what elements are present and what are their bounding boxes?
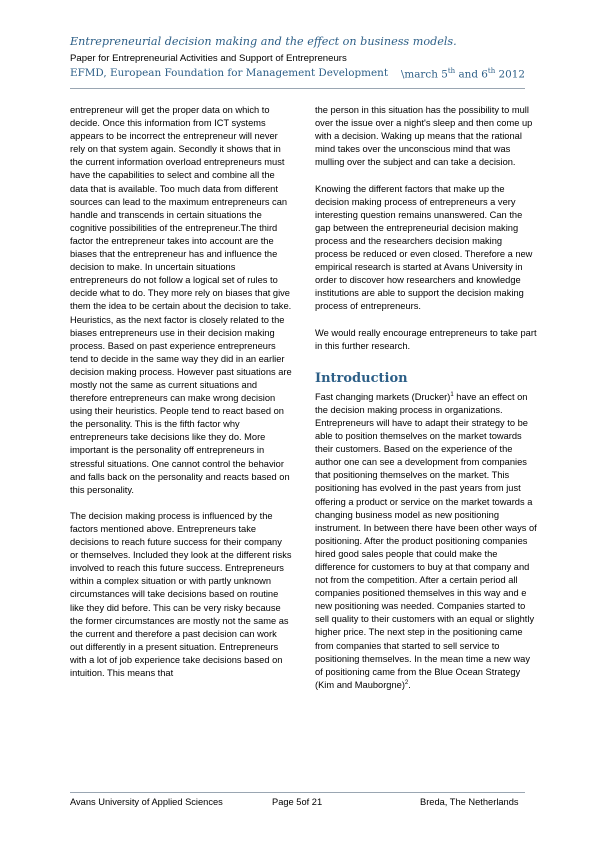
- right-column: [315, 104, 537, 705]
- header-divider: [70, 88, 525, 89]
- footnote-marker[interactable]: 1: [450, 391, 454, 398]
- page-number: Page 5of 21: [272, 797, 323, 807]
- paragraph: Fast changing markets (Drucker)$^1$ have an effect on the decision making process in organizations. Entrepreneurs will have to adapt their strategy to be able to position themselves on the market towards their customers. Based on the experience of the author one can see a development from companies that positioning themselves on the market. This positioning has evolved in the past years from just offering a product or service on the market towards a changing business model as new positioning instrument. In between there have been other ways of positioning. After the product positioning companies hired good sales people that could make the difference for customers to buy at that company and not from the competition. After a certain period all companies positioned themselves in this way and e new positioning was needed. Companies started to sell quality to their customers with an equal or slightly higher price. The next step in the positioning came from companies that started to sell service to positioning themselves. In the mean time a new way of positioning came from the Blue Ocean Strategy (Kim and Mauborgne)$^2$.: [315, 391, 537, 690]
- section-heading-introduction: Introduction: [315, 370, 408, 386]
- conference-date: \march 5th and 6th 2012: [400, 67, 525, 81]
- running-title: Entrepreneurial decision making and the effect on business models.: [70, 35, 457, 48]
- paper-for-line: Paper for Entrepreneurial Activities and Support of Entrepreneurs: [70, 53, 347, 64]
- conference-line: [70, 67, 525, 83]
- footnote-marker[interactable]: 2: [404, 679, 409, 686]
- paragraph: the person in this situation has the possibility to mull over the issue over a night's sleep and then come up with a decision. Waking up means that the rational mind takes over the unconscious mind that was mulling over the subject and can take a decision.: [315, 105, 533, 168]
- footer-location: Breda, The Netherlands: [420, 797, 519, 807]
- paragraph: We would really encourage entrepreneurs to take part in this further research.: [315, 327, 537, 351]
- paragraph: Knowing the different factors that make up the decision making process of entrepreneurs a very interesting question remains unanswered. Can the gap between the entrepreneurial decision making process and the researchers decision making process be reduced or even closed. Therefore a new empirical research is started at Avans University in order to discover how researchers and knowledge institutions are able to support the decision making process of entrepreneurs.: [315, 183, 533, 312]
- conference-name: EFMD, European Foundation for Management Development: [70, 67, 389, 79]
- paragraph: The decision making process is influenced by the factors mentioned above. Entrepreneurs take decisions to reach future success for their company or themselves. Included they look at the different risks involved to reach this future success. Entrepreneurs within a complex situation or with partly unknown circumstances will take decisions based on routine like they did before. This can be very risky because the former circumstances are mostly not the same as the current and therefore a past decision can work out differently in a present situation. Entrepreneurs with a lot of job experience take decisions based on intuition. This means that: [70, 510, 292, 679]
- footer-divider: [70, 792, 525, 793]
- paragraph: entrepreneur will get the proper data on which to decide. Once this information from ICT systems appears to be incorrect the entrepreneur will never rely on that system again. Secondly it shows that in the current information overload entrepreneurs must have the capabilities to select and combine all the data that is available. Too much data from different sources can lead to the maximum entrepreneurs can handle and transcends in certain situations the cognitive possibilities of the entrepreneur.The third factor the entrepreneur takes into account are the biases that the entrepreneur has and influence the decision to make. In uncertain situations entrepreneurs do not follow a logical set of rules to decide what to do. They more rely on biases that give them the idea to be certain about the decision to take. Heuristics, as the next factor is closely related to the biases entrepreneurs use in their decision making process. Based on past experience entrepreneurs tend to decide in the same way they did in an earlier decision making process. However past situations are mostly not the same as current situations and therefore entrepreneurs can make wrong decision using their heuristics. People tend to react based on the personality. This is the fifth factor why entrepreneurs take decisions like they do. More important is the personality off entrepreneurs in stressful situations. One cannot control the behavior and falls back on the personality and reacts based on this personality.: [70, 105, 292, 495]
- left-column: [70, 104, 292, 693]
- footer-institution: Avans University of Applied Sciences: [70, 797, 223, 807]
